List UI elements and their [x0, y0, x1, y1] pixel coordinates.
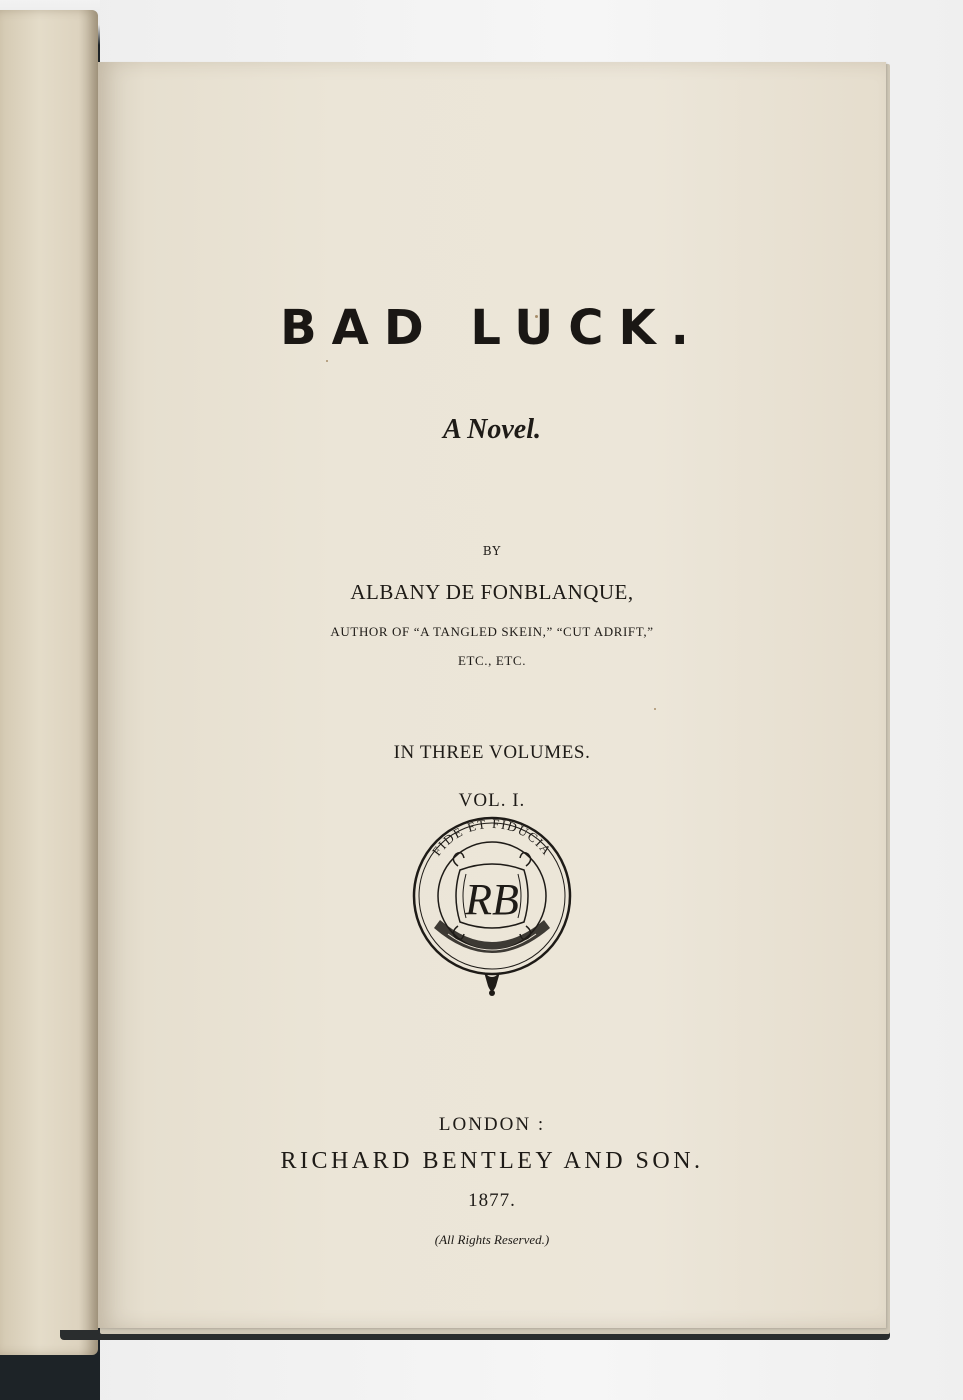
author-works-etc: ETC., ETC. — [457, 653, 527, 668]
publisher-name: RICHARD BENTLEY AND SON. — [280, 1148, 704, 1174]
by-line: BY — [482, 544, 502, 558]
publication-year: 1877. — [468, 1190, 516, 1211]
title-page — [98, 62, 886, 1328]
book-title: BAD LUCK. — [280, 300, 704, 356]
rights-notice: (All Rights Reserved.) — [434, 1232, 550, 1247]
author-name: ALBANY DE FONBLANQUE, — [350, 580, 634, 604]
publication-place: LONDON : — [438, 1114, 546, 1135]
left-page-edge — [0, 10, 98, 1355]
paper-speck — [326, 360, 328, 362]
svg-text:FIDE ET FIDUCIA — [429, 816, 555, 859]
publisher-monogram: RB — [465, 875, 519, 924]
book-subtitle: A Novel. — [443, 414, 541, 445]
publisher-motto: FIDE ET FIDUCIA — [428, 815, 556, 859]
publisher-device-seal — [408, 810, 576, 1000]
volume-number: VOL. I. — [458, 790, 526, 811]
author-works: AUTHOR OF “A TANGLED SKEIN,” “CUT ADRIFT,” — [330, 624, 654, 639]
volume-count: IN THREE VOLUMES. — [393, 742, 591, 763]
paper-speck — [654, 708, 656, 710]
